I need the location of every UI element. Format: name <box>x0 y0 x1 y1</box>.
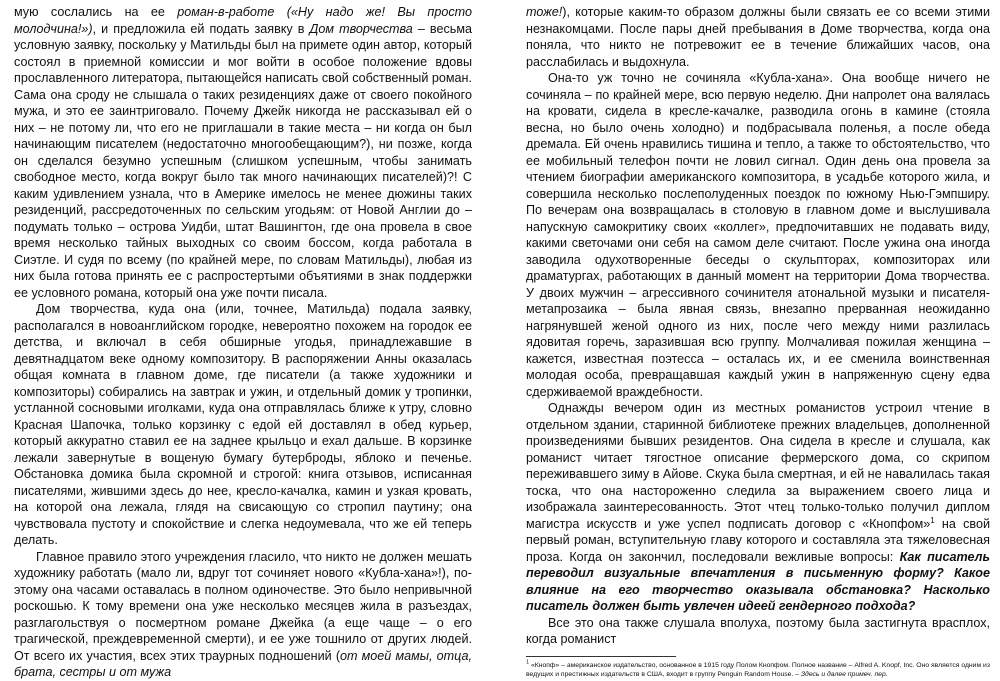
text-run: Она-то уж точно не сочиняла «Кубла-хана». Она вообще ничего не сочиняла – по крайней мере, всю первую неделю. Дни напролет она валялась на кровати, сидела в кресле-качалке, разводила огонь в камине (стояла весна, но было очень холодно) и подбрасывала поленья, а после обеда дремала. Ей очень нравились тишина и тепло, а также то обстоятельство, что ее мобильный телефон почти не ловил сигнал. Один день она провела за чтением биографии американского композитора, в усадьбе которого жила, и совершила несколько послеполуденных поездок по южному Нью-Гэмпширу. По вечерам она возвращалась в столовую в главном доме и выслушивала напускную самокритику своих «коллег», предпочитавших не подавать виду, какими светочами они себя на самом деле считают. После ужина она иногда заводила одухотворенные беседы о скульпторах, композиторах или драматургах, работающих в данный момент на территории Дома творчества. У двоих мужчин – агрессивного сочинителя атональной музыки и писателя-метапрозаика – была явная связь, внезапно прерванная неожиданно нагрянувшей женой одного из них, после чего между ними разлилась ядовитая горечь, заразившая всю группу. Молчаливая пожилая женщина – кажется, известная поэтесса – осталась их, и ее сменила воинственная молодая особа, превращавшая каждый ужин в напряженную сцену едва сдерживаемой враждебности. <box>526 71 990 399</box>
italic-text: Здесь и далее примеч. пер. <box>800 671 888 678</box>
right-paragraph-3 <box>526 400 990 615</box>
text-run: Однажды вечером один из местных романистов устроил чтение в отдельном здании, старинной библиотеке прежних владельцев, дополненной произведениями бывших резидентов. Она сидела в кресле и слушала, как романист читает тягостное описание фермерского дома, со скрипом переживавшего зиму в Айове. Скука была смертная, и ей не навалилась такая тоска, что она настороженно следила за выражением своего лица и изображала заинтересованность. Этот чтец только-только получил диплом магистра искусств и уже успел подписать договор с «Кнопфом» <box>526 401 990 531</box>
right-page <box>514 0 1000 678</box>
left-page <box>0 0 486 679</box>
italic-text: Дом творчества <box>309 21 413 36</box>
text-run: , и предложила ей подать заявку в <box>92 21 310 36</box>
text-run: ), которые каким-то образом должны были связать ее со всеми этими незнакомцами. После пары дней пребывания в Доме творчества, когда она поняла, что никто не потревожит ее в течение ближайших часов, она расслабилась и выдохнула. <box>526 5 990 69</box>
text-run: – весьма условную заявку, поскольку у Матильды был на примете один автор, который состоял в приемной комиссии и мог войти в особое положение вдовы прославленного литератора, пытающейся написать свой собственный роман. Сама она сроду не слышала о таких резиденциях даже от своего покойного мужа, и это ее заинтриговало. Почему Джейк никогда не рассказывал ей о них – не потому ли, что его не приглашали в такие места – ни когда он был начинающим писателем (недостаточно многообещающим?), ни позже, когда он сделался безумно успешным (слишком успешным, чтобы занимать свободное место, когда вокруг было так много начинающих писателей)?! С каким удивлением узнала, что в Америке имелось не менее дюжины таких резиденций, рассредоточенных по сельским угодьям: от Новой Англии до – подумать только – острова Уидби, штат Вашингтон, где она провела в свое время несколько тайных выходных со своим боссом, когда работала в Сиэтле. И судя по всему (по крайней мере, по словам Матильды), любая из них была готова принять ее с распростертыми объятиями в знак поддержки ее условного романа, который она уже почти писала. <box>14 21 472 300</box>
left-paragraph-3 <box>14 549 472 681</box>
italic-text: от моей мамы, отца, брата, сестры и от мужа <box>14 648 473 679</box>
left-paragraph-2 <box>14 301 472 549</box>
right-paragraph-2 <box>526 70 990 400</box>
text-run: Главное правило этого учреждения гласило, что никто не должен мешать художнику работать (мало ли, вдруг тот сочиняет нового «Кубла-хана»!), по-этому она часами оставалась в полном одиночестве. Это было непривычной роскошью. К тому времени она уже несколько месяцев жила в разъездах, разглагольствуя о посмертном романе Джейка (а еще чаще – о его трагической, преждевременной смерти), и ее уже тошнило от других людей. От всего их участия, всех этих траурных подношений ( <box>14 549 472 663</box>
text-run: Все это она также слушала вполуха, поэтому была застигнута врасплох, когда романист <box>526 615 990 646</box>
right-paragraph-1 <box>526 4 990 70</box>
right-paragraph-4 <box>526 615 990 648</box>
page-gutter <box>486 0 514 478</box>
italic-text: роман-в-работе («Ну надо же! Вы просто молодчина!») <box>14 5 472 36</box>
footnote-marker: 1 <box>930 515 935 525</box>
italic-text: тоже! <box>526 5 563 19</box>
text-run: мую сослались на ее <box>14 5 178 19</box>
left-paragraph-1 <box>14 4 472 301</box>
footnote <box>526 661 990 680</box>
text-run: «Кнопф» – американское издательство, основанное в 1915 году Полом Кнопфом. Полное название – Alfred A. Knopf, Inc. Оно является одним из ведущих и престижных издательств в США, входит в группу Penguin Random House. – <box>526 661 990 678</box>
text-run: Дом творчества, куда она (или, точнее, Матильда) подала заявку, располагался в новоанглийском городке, невероятно похожем на городок ее детства, и включал в себя обширные угодья, принадлежавшие в девятнадцатом веке одному композитору. В распоряжении Анны оказалась общая комната в главном доме, где писатели (а также художники и композиторы) собирались на завтрак и ужин, и отдельный домик у тропинки, устланной сосновыми иголками, куда она отправлялась ближе к утру, словно Красная Шапочка, только корзинку с едой ей доставлял в обед курьер, который аккуратно ставил ее на заднее крыльцо и ехал дальше. В корзинке лежали завернутые в вощеную бумагу бутерброды, яблоко и печенье. Обстановка домика была скромной и строгой: книга отзывов, исписанная писателями, жившими здесь до нее, кресло-качалка, камин и узкая кровать, на которой она лежала, глядя на свисающую со стропил паутину; она чувствовала пустоту и спокойствие и слегка недоумевала, что же ей теперь делать. <box>14 302 472 547</box>
text-run: на свой первый роман, вступительную главу которого и составляла эта тяжеловесная проза. Когда он закончил, последовали вежливые вопросы: <box>526 516 990 564</box>
footnote-divider <box>526 656 676 657</box>
footnote-marker: 1 <box>526 659 530 666</box>
bold-italic-text: Как писатель переводил визуальные впечатления в письменную форму? Какое влияние на его творчество оказывала обстановка? Насколько писатель должен быть увлечен идеей гендерного подхода? <box>526 549 990 613</box>
